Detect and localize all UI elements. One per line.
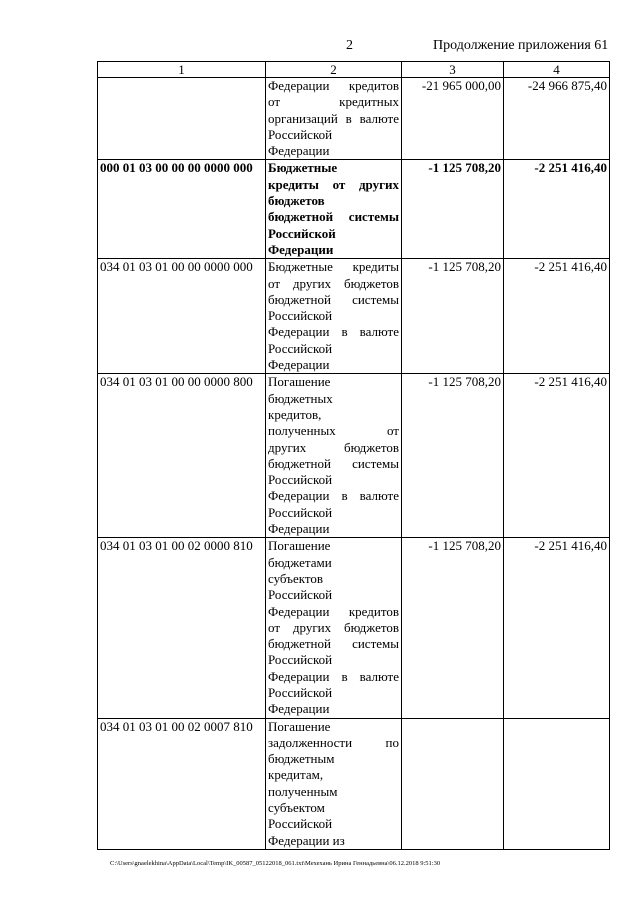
source-name-line: бюджетным	[268, 751, 335, 767]
source-name-line: Российской	[268, 684, 333, 700]
source-name-line: Российской	[268, 340, 333, 356]
source-name	[266, 718, 402, 849]
column-header-3: 3	[402, 62, 504, 78]
budget-classification-code: 000 01 03 00 00 00 0000 000	[98, 160, 266, 259]
source-name-line: Российской	[268, 504, 333, 520]
appendix-continuation-label: Продолжение приложения 61	[433, 38, 609, 53]
source-name-line: Российской	[268, 587, 333, 603]
source-name-line: Погашение	[268, 538, 331, 554]
source-name-line: субъектом	[268, 800, 325, 816]
budget-classification-code: 034 01 03 01 00 00 0000 800	[98, 374, 266, 538]
source-name-line: Федерации из	[268, 832, 345, 848]
table-row	[98, 538, 610, 718]
source-name-line: бюджетных	[268, 390, 333, 406]
table-row	[98, 160, 610, 259]
budget-classification-code: 034 01 03 01 00 02 0000 810	[98, 538, 266, 718]
table-row	[98, 259, 610, 374]
source-name-line: бюджетной системы	[268, 209, 399, 225]
source-name-line: Федерации	[268, 701, 330, 717]
source-name	[266, 78, 402, 160]
source-name	[266, 374, 402, 538]
source-name-line: Российской	[268, 126, 333, 142]
table-row	[98, 374, 610, 538]
source-name-line: Российской	[268, 308, 333, 324]
source-name-line: бюджетной системы	[268, 455, 399, 471]
amount-column-3: -1 125 708,20	[402, 538, 504, 718]
source-name-line: бюджетами	[268, 554, 332, 570]
source-name-line: других бюджетов	[268, 439, 399, 455]
source-name-line: кредиты от других	[268, 176, 399, 192]
amount-column-3: -1 125 708,20	[402, 259, 504, 374]
source-name-line: организаций в валюте	[268, 110, 399, 126]
amount-column-3: -21 965 000,00	[402, 78, 504, 160]
budget-classification-code: 034 01 03 01 00 00 0000 000	[98, 259, 266, 374]
source-name-line: Федерации в валюте	[268, 488, 399, 504]
source-name-line: субъектов	[268, 570, 324, 586]
source-name-line: бюджетной системы	[268, 636, 399, 652]
column-header-2: 2	[266, 62, 402, 78]
source-name-line: задолженности по	[268, 734, 399, 750]
source-name-line: Федерации в валюте	[268, 668, 399, 684]
source-name-line: кредитов,	[268, 406, 322, 422]
source-name	[266, 259, 402, 374]
source-name-line: Российской	[268, 472, 333, 488]
source-name-line: полученным	[268, 783, 338, 799]
source-name-line: бюджетов	[268, 193, 325, 209]
amount-column-4: -2 251 416,40	[504, 538, 610, 718]
source-name-line: от кредитных	[268, 94, 399, 110]
amount-column-4: -2 251 416,40	[504, 374, 610, 538]
source-name-line: Погашение	[268, 718, 331, 734]
amount-column-4: -2 251 416,40	[504, 160, 610, 259]
amount-column-3	[402, 718, 504, 849]
source-name-line: Российской	[268, 816, 333, 832]
budget-sources-table	[97, 61, 610, 850]
source-name	[266, 538, 402, 718]
column-number-header-row	[98, 62, 610, 78]
source-name-line: Федерации	[268, 143, 330, 159]
table-row	[98, 718, 610, 849]
column-header-1: 1	[98, 62, 266, 78]
budget-classification-code	[98, 78, 266, 160]
column-header-4: 4	[504, 62, 610, 78]
amount-column-4: -24 966 875,40	[504, 78, 610, 160]
source-name-line: Бюджетные кредиты	[268, 259, 399, 275]
source-name-line: Погашение	[268, 374, 331, 390]
source-name-line: Российской	[268, 652, 333, 668]
source-name-line: Федерации кредитов	[268, 78, 399, 93]
source-name-line: Федерации кредитов	[268, 603, 399, 619]
source-name-line: Бюджетные	[268, 160, 338, 176]
source-name-line: Федерации в валюте	[268, 324, 399, 340]
source-name-line: от других бюджетов	[268, 619, 399, 635]
page-number: 2	[346, 38, 353, 53]
source-name-line: от других бюджетов	[268, 275, 399, 291]
source-name-line: полученных от	[268, 423, 399, 439]
file-path-footer: C:\Users\gnaelekhina\AppData\Local\Temp\IK_00587_05122018_061.txt\Мехехань Ирина Геннадьевна\06.12.2018 9:51:30	[110, 860, 441, 867]
source-name	[266, 160, 402, 259]
source-name-line: Российской	[268, 225, 336, 241]
source-name-line: кредитам,	[268, 767, 324, 783]
amount-column-4: -2 251 416,40	[504, 259, 610, 374]
source-name-line: Федерации	[268, 241, 334, 257]
amount-column-3: -1 125 708,20	[402, 160, 504, 259]
amount-column-4	[504, 718, 610, 849]
table-row	[98, 78, 610, 160]
source-name-line: Федерации	[268, 357, 330, 373]
source-name-line: Федерации	[268, 521, 330, 537]
budget-classification-code: 034 01 03 01 00 02 0007 810	[98, 718, 266, 849]
amount-column-3: -1 125 708,20	[402, 374, 504, 538]
source-name-line: бюджетной системы	[268, 291, 399, 307]
